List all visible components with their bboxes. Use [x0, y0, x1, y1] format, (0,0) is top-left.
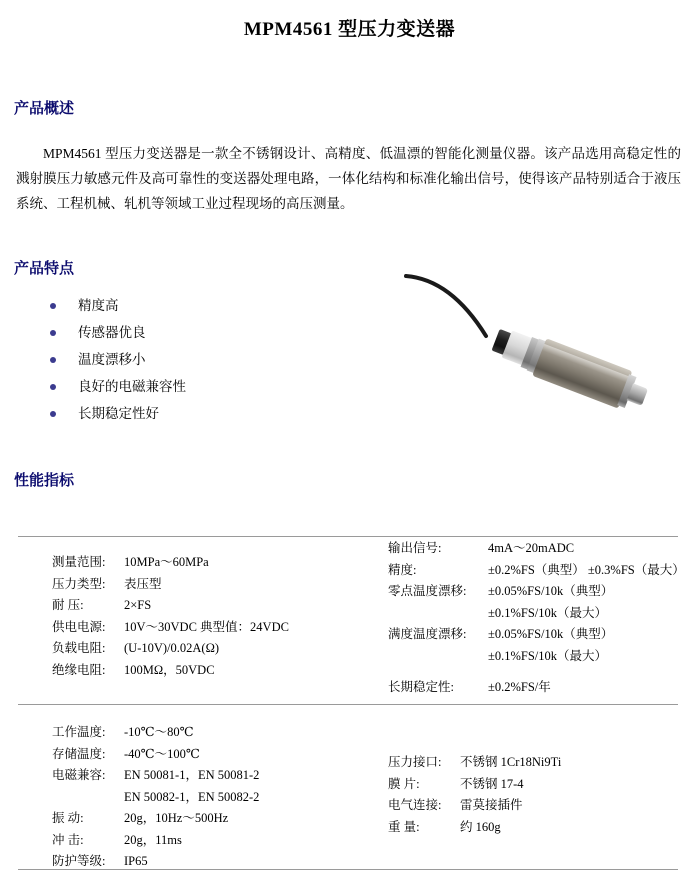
- spec-row: [52, 660, 289, 682]
- spec-label: 测量范围:: [52, 555, 106, 569]
- spec-row: [52, 851, 259, 873]
- spec-row: [388, 538, 685, 560]
- spec-value: -10℃～80℃: [124, 725, 194, 739]
- list-item: 传感器优良: [50, 319, 186, 346]
- spec-value: ±0.2%FS/年: [488, 680, 551, 694]
- spec-row: [52, 722, 259, 744]
- divider-middle: [18, 704, 678, 705]
- spec-value: ±0.1%FS/10k（最大）: [488, 648, 608, 663]
- spec-row: [388, 817, 561, 839]
- spec-value: -40℃～100℃: [124, 746, 200, 761]
- spec-label: 膜 片:: [388, 776, 420, 791]
- spec-label: 供电电源:: [52, 619, 106, 634]
- spec-row: [52, 595, 289, 617]
- spec-label: 零点温度漂移:: [388, 584, 467, 598]
- spec-label: 电气连接:: [388, 798, 442, 812]
- section-heading-specs: 性能指标: [14, 472, 75, 489]
- spec-label: 输出信号:: [388, 541, 442, 555]
- spec-value: 2×FS: [124, 598, 152, 612]
- spec-value: 10MPa～60MPa: [124, 555, 209, 569]
- spec-label: 满度温度漂移:: [388, 627, 467, 641]
- list-item: 温度漂移小: [50, 346, 186, 373]
- transmitter-body: [466, 323, 651, 474]
- spec-row: [388, 795, 561, 817]
- spec-row: [388, 560, 685, 582]
- spec-group-environment-left: [52, 722, 259, 873]
- product-photo: [380, 272, 660, 452]
- spec-label: 精度:: [388, 562, 417, 577]
- list-item: 良好的电磁兼容性: [50, 373, 186, 400]
- spec-value: 不锈钢 1Cr18Ni9Ti: [460, 755, 562, 769]
- spec-value: 表压型: [124, 576, 162, 591]
- spec-row: [52, 574, 289, 596]
- features-list: [28, 292, 186, 427]
- spec-label: 冲 击:: [52, 832, 84, 847]
- spec-value: 不锈钢 17-4: [460, 776, 524, 791]
- spec-row: [52, 552, 289, 574]
- spec-label: 耐 压:: [52, 598, 84, 612]
- spec-group-output-right: [388, 538, 685, 699]
- spec-label: 防护等级:: [52, 854, 106, 868]
- page-title: MPM4561 型压力变送器: [243, 19, 456, 40]
- spec-group-electrical-left: [52, 552, 289, 681]
- spec-row: [388, 677, 685, 699]
- spec-row: [388, 624, 685, 646]
- spec-row: [52, 787, 259, 809]
- spec-row: [52, 808, 259, 830]
- spec-row: [52, 617, 289, 639]
- spec-row: [52, 830, 259, 852]
- spec-value: 20g，11ms: [124, 832, 182, 847]
- list-item: 长期稳定性好: [50, 400, 186, 427]
- section-heading-features: 产品特点: [14, 260, 75, 277]
- spec-row: [52, 765, 259, 787]
- divider-top: [18, 536, 678, 537]
- spec-label: 振 动:: [52, 811, 84, 825]
- spec-label: 负载电阻:: [52, 641, 106, 655]
- spec-row: [388, 603, 685, 625]
- spec-group-mechanical-right: [388, 752, 561, 838]
- spec-value: ±0.1%FS/10k（最大）: [488, 605, 608, 620]
- spec-value: 20g，10Hz～500Hz: [124, 811, 229, 825]
- spec-value: IP65: [124, 854, 148, 868]
- spec-row: [388, 774, 561, 796]
- overview-paragraph: MPM4561 型压力变送器是一款全不锈钢设计、高精度、低温漂的智能化测量仪器。该产品选用高稳定性的溅射膜压力敏感元件及高可靠性的变送器处理电路，一体化结构和标准化输出信号，使得该产品特别适合于液压系统、工程机械、轧机等领域工业过程现场的高压测量。: [16, 145, 681, 211]
- spec-label: 存储温度:: [52, 746, 106, 761]
- spec-label: 长期稳定性:: [388, 680, 454, 694]
- spec-row: [388, 646, 685, 668]
- list-item: 精度高: [50, 292, 186, 319]
- spec-value: EN 50081-1，EN 50081-2: [124, 768, 260, 782]
- spec-label: 压力接口:: [388, 755, 442, 769]
- spec-label: 压力类型:: [52, 576, 106, 591]
- spec-row: [52, 638, 289, 660]
- spec-label: 电磁兼容:: [52, 768, 106, 782]
- cable-icon: [402, 274, 498, 344]
- spec-value: ±0.05%FS/10k（典型）: [488, 627, 614, 641]
- spec-value: 4mA～20mADC: [488, 541, 575, 555]
- spec-label: 工作温度:: [52, 725, 106, 739]
- spec-value: 约 160g: [460, 819, 501, 834]
- steel-housing: [532, 338, 632, 408]
- spec-value: (U-10V)/0.02A(Ω): [124, 641, 220, 655]
- spec-value: ±0.2%FS（典型） ±0.3%FS（最大）: [488, 562, 685, 577]
- spec-label: 重 量:: [388, 819, 420, 834]
- spec-row: [52, 744, 259, 766]
- spec-value: 雷莫接插件: [460, 798, 523, 812]
- section-heading-overview: 产品概述: [14, 100, 75, 117]
- spec-value: 100MΩ，50VDC: [124, 662, 215, 677]
- spec-value: 10V～30VDC 典型值：24VDC: [124, 619, 289, 634]
- spec-row: [388, 752, 561, 774]
- spec-value: EN 50082-1，EN 50082-2: [124, 789, 260, 804]
- spec-label: 绝缘电阻:: [52, 662, 106, 677]
- document-page: [0, 14, 699, 870]
- spec-row: [388, 581, 685, 603]
- spec-value: ±0.05%FS/10k（典型）: [488, 584, 614, 598]
